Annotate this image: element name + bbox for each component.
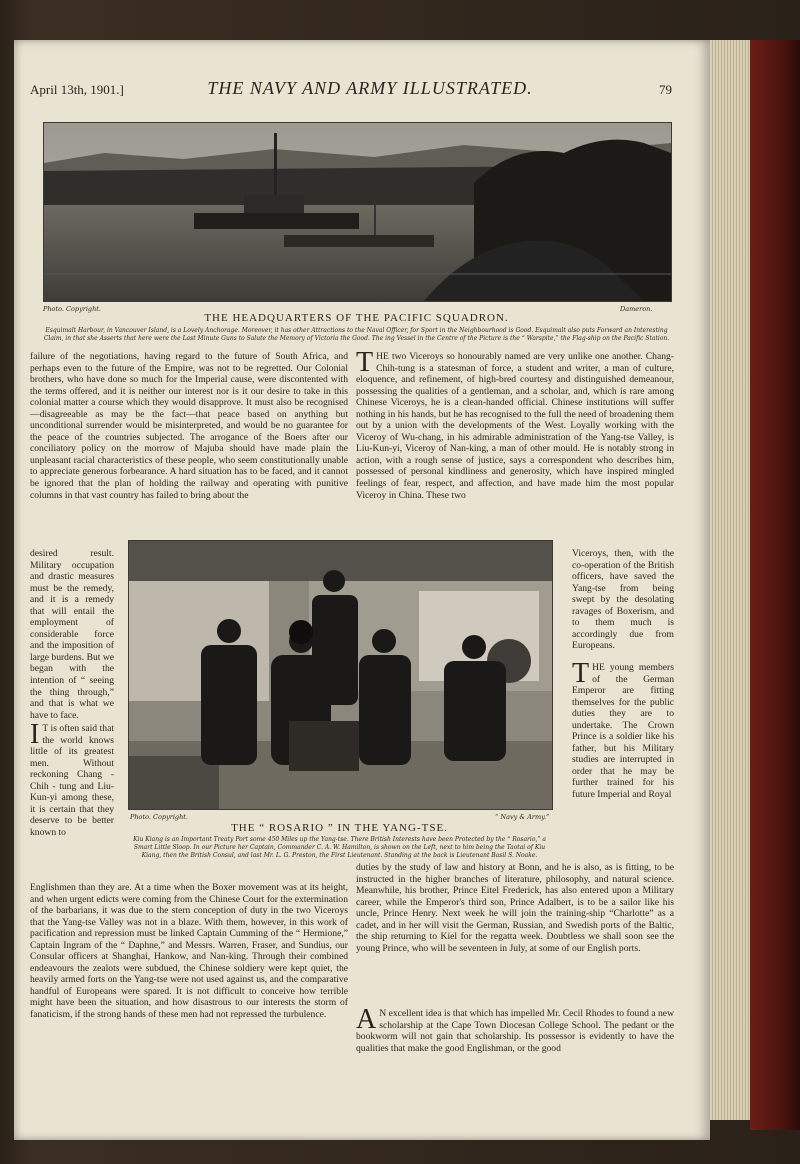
right-column-paragraph-3: [356, 1004, 674, 1054]
top-photo-photographer: Dameron.: [620, 305, 653, 313]
left-column-paragraph-1-narrow: desired result. Military occupation and drastic measures must be the remedy, and it is a remedy that will entail the employment of considerable force and the imposition of large burdens. But we began with the intention of “ seeing the thing through,” and that is what we have to face.: [30, 548, 115, 721]
top-photo-credit: Photo. Copyright.: [43, 305, 101, 313]
right-column-paragraph-1: [356, 347, 674, 501]
middle-photo-title: THE “ ROSARIO ” IN THE YANG-TSE.: [231, 822, 448, 834]
dropcap-letter: A: [356, 1004, 377, 1035]
dropcap-letter: T: [572, 658, 590, 689]
magazine-title: THE NAVY AND ARMY ILLUSTRATED.: [207, 78, 533, 98]
right-column-paragraph-2: duties by the study of law and history at Bonn, and he is also, as is fitting, to be instructed in the higher branches of literature, philosophy, and natural science. Meanwhile, his brother, Prince Eitel Frederick, has also entered upon a Military career, while the Emperor's third son, Prince Adalbert, is to be a sailor like his uncle, Prince Henry. Next week he will join the training-ship “Charlotte” as a cadet, and in her will visit the German, Russian, and Swedish ports of the Baltic, the ship returning to Kiel for the regatta week. Doubtless we shall soon see the young Prince, who will be seventeen in July, at some of our English ports.: [356, 862, 674, 954]
issue-date: April 13th, 1901.]: [30, 82, 124, 97]
running-head: [30, 78, 690, 102]
top-photo-title: THE HEADQUARTERS OF THE PACIFIC SQUADRON.: [204, 312, 509, 324]
right-column-paragraph-2-narrow: [572, 658, 674, 801]
page-number: 79: [659, 82, 672, 97]
middle-photo-credit: Photo. Copyright.: [130, 813, 188, 821]
left-column-paragraph-1: failure of the negotiations, having regard to the future of South Africa, and perhaps even to the future of the Empire, was not to be regretted. Our Colonial brothers, who have done so much for the Imperial cause, were discontented with the terms offered, and it is neither our interest nor is it our desire to take in this colonial matter a course which they would disapprove. It must also be recognised—disagreeable as may be the fact—that peace based on anything but unconditional surrender would be misinterpreted, and would be no guarantee for the peace of the countries subjected. The arrogance of the Boers after our conciliatory policy on the morrow of Majuba should have made plain the unpleasant racial characteristics of these people, who seem constitutionally unable to appreciate generous forbearance. A hard situation has to be faced, and it cannot be ignored that the plan of holding the railway and operating with punitive columns in that vast country has failed to bring about the: [30, 351, 348, 501]
top-photo-caption: Esquimalt Harbour, in Vancouver Island, is a Lovely Anchorage. Moreover, it has other Attractions to the Naval Officer, for Sport in the Neighbourhood is Good. Esquimalt also puts Forward an Interesting Claim, in that she Asserts that here were the Last Minute Guns to Salute the Memory of Victoria the Good. The ing Vessel in the Centre of the Picture is the “ Warspite,” the Flag-ship on the Pacific Station.: [43, 327, 670, 342]
left-column-paragraph-2-opening: T is often said that the world knows little of its greatest men. Without reckoning Chang - Chih - tung and Liu-Kun-yi among these, it is certain that they deserve to be better known to: [30, 723, 114, 838]
harbour-photograph: [43, 122, 672, 302]
rosario-deck-photograph: [128, 540, 553, 810]
left-column-paragraph-2: Englishmen than they are. At a time when the Boxer movement was at its height, and when urgent edicts were coming from the Chinese Court for the extermination of the barbarians, it was due to the stern conception of duty in the two Viceroys that the Yang-tse Valley was not in a blaze. With them, however, in this work of pacification and repression must be linked Captain Cumming of the “ Hermione,” Captain Ingram of the “ Daphne,” and Messrs. Warren, Fraser, and Sundius, our Consular officers at Shanghai, Hankow, and Nan-king. Through their combined endeavours the zealots were subdued, the Chinese soldiery were kept quiet, the heavily armed forts on the Yang-tse were not used against us, and the comparative handful of Europeans were spared. It is not difficult to conceive how terrible might have been the situation, and how disastrous to our interests the storm of fanaticism, if the strong hands of these men had not repressed the turbulence.: [30, 882, 348, 1021]
dropcap-letter: I: [30, 719, 40, 750]
middle-photo-source: “ Navy & Army.”: [495, 813, 550, 821]
right-column-paragraph-1-text: HE two Viceroys so honourably named are very unlike one another. Chang-Chih-tung is a statesman of force, a student and writer, a man of culture, eloquence, and refinement, of high-bred courtesy and distinguished demeanour, possessing the qualities of a gentleman, and a scholar, and, which is rare among Chinese Viceroys, he is a clean-handed official. Chinese institutions will suffer nothing in his hands, but he has recognised to the full the need of broadening them out by a union with the developments of the West. Loyally working with the Viceroy of Wu-chang, in his admirable administration of the Yang-tse Valley, is Liu-Kun-yi, Viceroy of Nan-king, a man of other mould. He is notably strong in action, with a rough sense of justice, says a correspondent who describes him, possessed of personal kindliness and generosity, which have inspired mingled feelings of fear, respect, and affection, and have made him the most popular Viceroy in China. These two: [356, 351, 674, 501]
harbour-photo-image: [44, 123, 671, 301]
right-column-paragraph-1-narrow: Viceroys, then, with the co-operation of the British officers, have saved the Yang-tse from being swept by the desolating ravages of Boxerism, and to them much is accordingly due from Europeans.: [572, 548, 674, 652]
left-column-paragraph-2-narrow: [30, 719, 114, 838]
rosario-photo-image: [129, 541, 552, 809]
middle-photo-caption: Kiu Kiang is an Important Treaty Port some 450 Miles up the Yang-tse. There British Interests have been Protected by the “ Rosario,” a Smart Little Sloop. In our Picture her Captain, Commander C. A. W. Hamilton, is shown on the Left, next to him being the Taotai of Kiu Kiang, then the British Consul, and last Mr. L. G. Preston, the First Lieutenant. Standing at the back is Lieutenant Basil S. Noake.: [133, 836, 546, 859]
right-column-paragraph-2-opening: HE young members of the German Emperor are fitting themselves for the public duties they are to undertake. The Crown Prince is a soldier like his father, but his Military studies are interrupted in order that he may be further trained for his future Imperial and Royal: [572, 662, 674, 801]
dropcap-letter: T: [356, 347, 374, 378]
right-column-paragraph-3-text: N excellent idea is that which has impelled Mr. Cecil Rhodes to found a new scholarship at the Cape Town Diocesan College School. The pedant or the bookworm will not gain that scholarship. Its possessor is evidently to have the qualities that make the good Englishman, or the good: [356, 1008, 674, 1054]
book-spine: [750, 40, 800, 1130]
page-edges: [710, 40, 750, 1120]
